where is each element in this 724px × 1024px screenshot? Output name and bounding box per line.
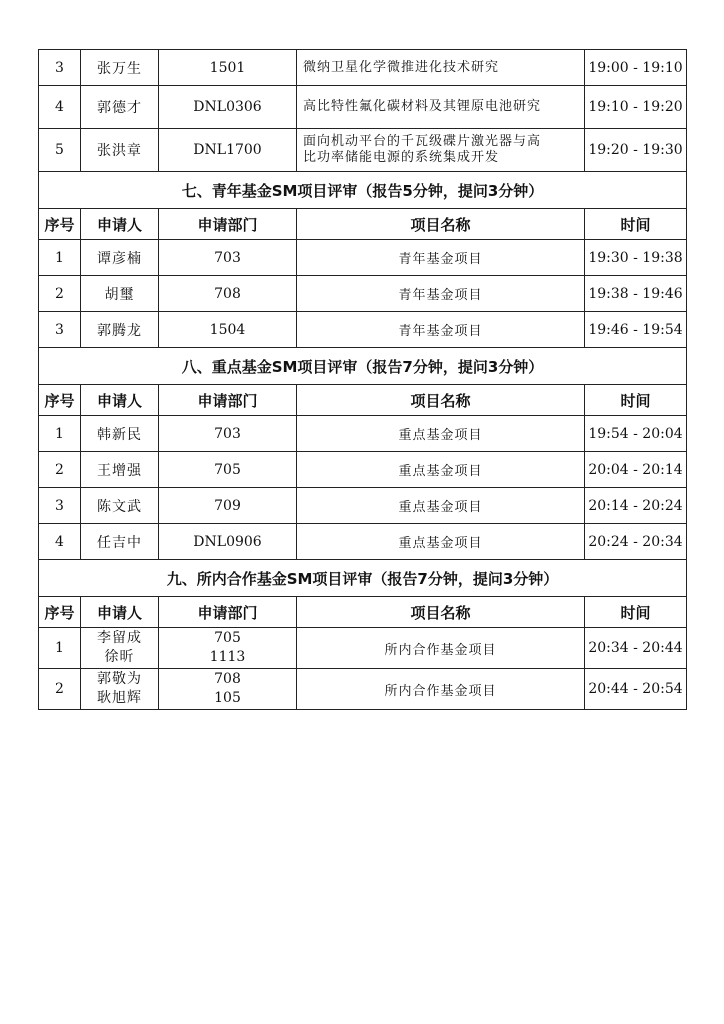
project-line: 比功率储能电源的系统集成开发 (303, 150, 500, 165)
applicant-cell: 韩新民 (81, 416, 159, 452)
project-cell: 重点基金项目 (297, 452, 585, 488)
time-cell: 20:44 - 20:54 (585, 669, 687, 710)
project-cell: 青年基金项目 (297, 240, 585, 276)
applicant-cell: 张洪章 (81, 129, 159, 172)
project-cell: 微纳卫星化学微推进化技术研究 (297, 50, 585, 86)
table-row (39, 129, 687, 172)
department-code: 705 (214, 630, 241, 646)
table-row (39, 50, 687, 86)
time-cell: 20:24 - 20:34 (585, 524, 687, 560)
seq-cell: 4 (39, 86, 81, 129)
header-department: 申请部门 (159, 385, 297, 416)
project-line: 面向机动平台的千瓦级碟片激光器与高 (303, 134, 542, 149)
table-row (39, 628, 687, 669)
table-row (39, 276, 687, 312)
applicant-cell: 谭彦楠 (81, 240, 159, 276)
header-row (39, 385, 687, 416)
seq-cell: 1 (39, 240, 81, 276)
table-row (39, 452, 687, 488)
seq-cell: 4 (39, 524, 81, 560)
time-cell: 19:38 - 19:46 (585, 276, 687, 312)
department-cell (159, 628, 297, 669)
project-cell: 所内合作基金项目 (297, 669, 585, 710)
applicant-cell: 王增强 (81, 452, 159, 488)
seq-cell: 3 (39, 488, 81, 524)
section-title: 九、所内合作基金SM项目评审（报告7分钟，提问3分钟） (39, 560, 687, 597)
header-applicant: 申请人 (81, 385, 159, 416)
department-cell: 1501 (159, 50, 297, 86)
project-cell: 重点基金项目 (297, 488, 585, 524)
project-cell: 青年基金项目 (297, 276, 585, 312)
project-cell (297, 129, 585, 172)
table-row (39, 669, 687, 710)
header-department: 申请部门 (159, 209, 297, 240)
header-seq: 序号 (39, 597, 81, 628)
section-title: 八、重点基金SM项目评审（报告7分钟，提问3分钟） (39, 348, 687, 385)
seq-cell: 3 (39, 50, 81, 86)
header-applicant: 申请人 (81, 597, 159, 628)
project-cell: 青年基金项目 (297, 312, 585, 348)
seq-cell: 1 (39, 416, 81, 452)
header-row (39, 597, 687, 628)
department-cell: 705 (159, 452, 297, 488)
department-cell: DNL0906 (159, 524, 297, 560)
header-project: 项目名称 (297, 385, 585, 416)
applicant-cell: 胡璽 (81, 276, 159, 312)
department-cell: 708 (159, 276, 297, 312)
time-cell: 19:30 - 19:38 (585, 240, 687, 276)
section-heading-row (39, 560, 687, 597)
header-time: 时间 (585, 385, 687, 416)
seq-cell: 3 (39, 312, 81, 348)
table-row (39, 488, 687, 524)
applicant-name: 李留成 (97, 630, 142, 646)
department-code: 1113 (209, 649, 246, 665)
table-row (39, 86, 687, 129)
applicant-cell (81, 628, 159, 669)
applicant-name: 耿旭辉 (97, 690, 142, 706)
time-cell: 19:20 - 19:30 (585, 129, 687, 172)
department-cell: 703 (159, 416, 297, 452)
header-project: 项目名称 (297, 597, 585, 628)
seq-cell: 2 (39, 669, 81, 710)
applicant-cell: 郭腾龙 (81, 312, 159, 348)
applicant-cell: 张万生 (81, 50, 159, 86)
header-department: 申请部门 (159, 597, 297, 628)
table-row (39, 524, 687, 560)
time-cell: 19:10 - 19:20 (585, 86, 687, 129)
department-cell: DNL0306 (159, 86, 297, 129)
project-cell: 重点基金项目 (297, 416, 585, 452)
project-cell: 高比特性氟化碳材料及其锂原电池研究 (297, 86, 585, 129)
time-cell: 19:46 - 19:54 (585, 312, 687, 348)
project-cell: 重点基金项目 (297, 524, 585, 560)
table-row (39, 312, 687, 348)
time-cell: 19:54 - 20:04 (585, 416, 687, 452)
department-cell: DNL1700 (159, 129, 297, 172)
table-row (39, 240, 687, 276)
time-cell: 20:14 - 20:24 (585, 488, 687, 524)
section-title: 七、青年基金SM项目评审（报告5分钟，提问3分钟） (39, 172, 687, 209)
applicant-cell (81, 669, 159, 710)
seq-cell: 2 (39, 452, 81, 488)
applicant-cell: 郭德才 (81, 86, 159, 129)
header-applicant: 申请人 (81, 209, 159, 240)
applicant-cell: 陈文武 (81, 488, 159, 524)
applicant-name: 徐昕 (104, 649, 135, 665)
section-heading-row (39, 172, 687, 209)
department-code: 105 (214, 690, 241, 706)
seq-cell: 2 (39, 276, 81, 312)
applicant-cell: 任吉中 (81, 524, 159, 560)
header-seq: 序号 (39, 385, 81, 416)
department-cell: 1504 (159, 312, 297, 348)
department-cell: 703 (159, 240, 297, 276)
time-cell: 20:34 - 20:44 (585, 628, 687, 669)
department-cell (159, 669, 297, 710)
department-code: 708 (214, 671, 241, 687)
header-project: 项目名称 (297, 209, 585, 240)
header-row (39, 209, 687, 240)
header-time: 时间 (585, 209, 687, 240)
header-seq: 序号 (39, 209, 81, 240)
project-cell: 所内合作基金项目 (297, 628, 585, 669)
header-time: 时间 (585, 597, 687, 628)
applicant-name: 郭敬为 (97, 671, 142, 687)
table-row (39, 416, 687, 452)
schedule-table (38, 49, 687, 710)
time-cell: 20:04 - 20:14 (585, 452, 687, 488)
department-cell: 709 (159, 488, 297, 524)
section-heading-row (39, 348, 687, 385)
seq-cell: 5 (39, 129, 81, 172)
time-cell: 19:00 - 19:10 (585, 50, 687, 86)
seq-cell: 1 (39, 628, 81, 669)
